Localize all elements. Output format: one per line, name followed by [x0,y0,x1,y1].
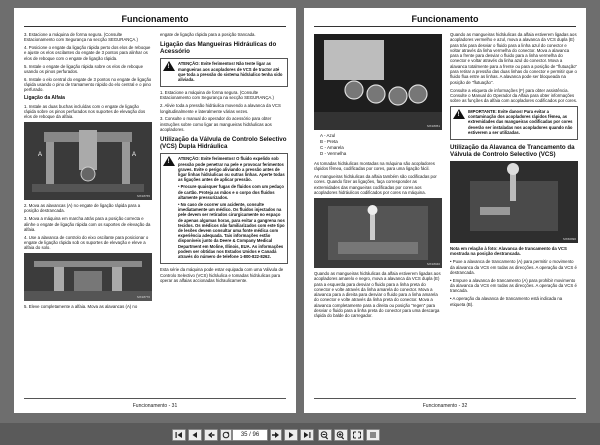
paragraph: 5. Eleve completamente a alfaia. Mova as alavancas (A) no [24,304,138,310]
last-page-button[interactable] [300,429,314,441]
lock-lever-photo [450,161,578,243]
previous-page-icon [189,430,201,440]
paragraph: • A operação da alavanca de trancamento está indicada na etiqueta (B). [450,296,563,307]
left-page [14,8,296,413]
section-heading: Ligação da Alfaia [24,94,65,101]
hitch-lift-illustration [24,253,152,301]
paragraph: 4. Posicione o engate da ligação rápida perto dos elos de reboque e ajuste os elos oscilantes do engate de 3 pontos para alinhar os elos de reboque com o engate de ligação rápida. [24,45,151,61]
paragraph: engate de ligação rápida para a posição trancada. [160,32,256,37]
paragraph: 3. Consulte o manual do operador do acessório para obter instruções sobre como ligar as mangueiras hidráulicas aos acopladores. [160,116,272,133]
couplers-photo [314,34,442,130]
section-heading: Utilização da Válvula de Controlo Selectivo (VCS) Dupla Hidráulica [160,136,287,151]
legend-item: B - Preta [320,139,338,144]
page-number-field[interactable]: 35 / 96 [232,429,268,441]
left-column-2 [160,32,288,286]
right-column-1 [314,32,442,321]
warning-box [160,58,288,87]
fullscreen-icon [351,430,363,440]
legend-item: D - Vermelha [320,151,347,156]
warning-text: • Procure quaisquer fugas de fluidos com um pedaço de cartão. Proteja as mãos e o corpo dos fluidos altamente pressurizados. [178,184,284,200]
paragraph: 2. Mova as alavancas (A) no engate de ligação rápida para a posição destrancada. [24,203,141,214]
hitch-illustration [24,122,152,200]
footer-divider [24,398,286,399]
section-heading: Utilização da Alavanca de Trancamento da Válvula de Controlo Selectivo (VCS) [450,144,575,159]
paragraph: • Puxe a alavanca de trancamento (A) para permitir o movimento da alavanca da VCS em todas as direcções. A operação da VCS é destrancada. [450,259,577,275]
paragraph: 3. Mova a máquina em marcha atrás para a posição correcta e alinhe o engate de ligação rápida com os suportes de elevação da alfaia. [24,216,151,232]
next-page-icon [285,430,297,440]
viewer-toolbar [0,423,600,445]
photo-caption: MX18051 [427,123,440,128]
legend-item: A - Azul [320,133,336,138]
right-page [304,8,586,413]
paragraph: 3. Estacione a máquina de forma segura. (Consulte Estacionamento com Segurança na secção SEGURANÇA.) [24,32,138,43]
first-page-button[interactable] [172,429,186,441]
warning-icon [163,156,175,167]
paragraph: Quando as mangueiras hidráulicas da alfaia estiverem ligadas aos acopladores amarelo e negro, mova a alavanca da VCS dupla (E) para a esquerda para desviar o fluido para a linha preta do conector e volte através da linha amarela do conector. Mova a alavanca para a direita para desviar o fluido para a linha amarela do conector e volte através da linha preta do conector. Mova a alavanca completamente para a direita ou posição "regen" para desviar o fluido para a linha preta do conector para uma descarga rápida do balde do carregador. [314,270,441,319]
section-heading: Ligação das Mangueiras Hidráulicas do Acessório [160,41,277,56]
paragraph: 4. Use a alavanca de controlo do eixo oscilante para posicionar o engate de ligação rápida sob os suportes de elevação e eleve a alfaia do solo. [24,234,149,251]
photo-note: Nota em relação à foto: Alavanca de trancamento da VCS mostrada na posição destrancada. [450,246,567,257]
lock-lever-illustration [450,161,578,243]
footer-divider [314,398,576,399]
page-title: Funcionamento [121,14,189,24]
warning-text: IMPORTANTE: Evite danos! Para evitar a contaminação dos acopladores rápidos fêmea, as extremidades das mangueiras codificadas por cores deverão ser instaladas nos acopladores quando não estiverem a ser utilizadas. [468,109,573,135]
forward-arrow-icon [271,430,281,440]
warning-icon [453,109,465,120]
warning-text: ATENÇÃO: Evite ferimentos! O fluido expelido sob pressão pode penetrar na pele e provocar ferimentos graves. Evite o perigo aliviando a pressão antes de ligar linhas hidráulicas ou outras linhas. Aperte todas as ligações antes de aplicar pressão. [178,156,285,183]
page-footer: Funcionamento - 31 [132,403,178,409]
forward-button[interactable] [270,429,282,441]
paragraph: As mangueiras hidráulicas da alfaia também são codificadas por cores. Quando fizer as ligações, faça corresponder as extremidades das mangueiras codificadas por cores aos acopladores hidráulicos codificados por cores na máquina. [314,174,437,196]
paragraph: Quando as mangueiras hidráulicas da alfaia estiverem ligadas aos acopladores vermelho e azul, mova a alavanca da VCS dupla (E) para trás para desviar o fluido para a linha azul do conector e voltar através da linha vermelha do conector. Mova a alavanca para a frente para desviar o fluido para a linha vermelha do conector e voltar através da linha azul do conector. Mova a alavanca totalmente para a frente ou para a posição de "flutuação" para retirar a pressão das duas linhas do conector e permitir que o fluido flua entre as linhas. A alavanca pode ser bloqueada na posição de "flutuação". [450,32,578,85]
zoom-in-button[interactable] [334,429,348,441]
back-arrow-icon [205,430,217,440]
color-legend [320,133,442,157]
photo-caption: MX18765 [137,193,150,198]
warning-text: ATENÇÃO: Evite ferimentos! Não tente ligar as mangueiras aos acopladores de VCS de tractor até que toda a pressão do sistema hidráulico tenha sido aliviada. [178,61,283,82]
page-footer: Funcionamento - 32 [422,403,468,409]
menu-button[interactable] [366,429,380,441]
paragraph: 2. Alivie toda a pressão hidráulica movendo a alavanca da VCS longitudinalmente e lateralmente várias vezes. [160,103,281,114]
left-column-1 [24,32,152,312]
photo-caption: MX60990 [563,236,576,241]
svg-text:A: A [38,152,43,159]
warning-box [160,153,288,264]
warning-box [450,106,578,140]
paragraph: Esta série da máquina pode estar equipada com uma Válvula de Controlo Selectivo (VCS) hidráulica e tomadas hidráulicas para operar as alfaias accionadas hidraulicamente. [160,267,284,283]
zoom-out-button[interactable] [318,429,332,441]
paragraph: 1. Instale as duas buchas incluídas com o engate de ligação rápida sobre os pinos perfurados nos suportes de elevação dos elos de reboque da alfaia. [24,103,146,120]
paragraph: 1. Estacione a máquina de forma segura. (Consulte Estacionamento com Segurança na secção SEGURANÇA.) [160,90,274,101]
vcs-lever-illustration [314,198,442,268]
zoom-in-icon [335,430,347,440]
refresh-button[interactable] [220,429,232,441]
zoom-out-icon [319,430,331,440]
fullscreen-button[interactable] [350,429,364,441]
back-button[interactable] [204,429,218,441]
couplers-illustration [314,34,442,130]
vcs-lever-photo [314,198,442,268]
svg-text:A: A [132,152,137,159]
hitch-lift-photo [24,253,152,301]
next-page-button[interactable] [284,429,298,441]
last-page-icon [301,430,313,440]
page-title: Funcionamento [411,14,479,24]
first-page-icon [173,430,185,440]
paragraph: 6. Instale o elo central do engate de 3 pontos no engate de ligação rápida usando o pino de tramamento rápido do elo central e o pino perfurado. [24,76,152,93]
legend-item: C - Amarela [320,145,344,150]
warning-text: • No caso de ocorrer um acidente, consulte imediatamente um médico. Os fluidos injectados na pele devem ser retirados cirurgicamente no espaço de apenas algumas horas, para evitar a gangrena nos tecidos. Os médicos não familiarizados com este tipo de lesões devem consultar uma fonte médica com experiência adequada. Tais informações estão disponíveis junto da Deere & Company Medical Department em Moline, Illinois, EUA. As informações podem ser obtidas nos Estados Unidos e Canadá através do número de telefone 1-800-822-8262. [178,202,285,260]
hitch-photo [24,122,152,200]
warning-icon [163,61,175,72]
paragraph: • Empure a alavanca de trancamento (A) para prohibir movimento da alavanca da VCS em todas as direcções. A operação da VCS é trancada. [450,277,577,294]
title-divider [24,26,286,27]
paragraph: 5. Instale o engate de ligação rápida sobre os elos de reboque usando os pinos perfurados. [24,63,143,74]
paragraph: As tomadas hidráulicas montadas na máquina são acopladores rápidos fêmea, codificadas por cores, para uma ligação fácil. [314,161,435,172]
title-divider [314,26,576,27]
refresh-icon [221,430,231,440]
menu-icon [367,430,379,440]
right-column-2 [450,32,578,309]
photo-caption: MX18040 [427,261,440,266]
previous-page-button[interactable] [188,429,202,441]
photo-caption: MX18770 [137,294,150,299]
paragraph: Consulte a etiqueta de informações (F) para obter assistência. Consulte o Manual do Operador da Alfaia para obter informações sobre as funções da alfaia com acopladores codificados por cores. [450,87,578,104]
